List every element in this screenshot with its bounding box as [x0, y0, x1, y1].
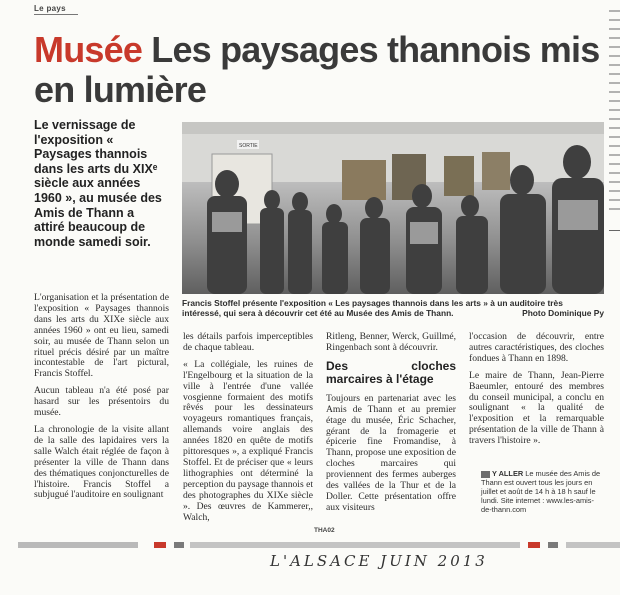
- info-label: Y ALLER: [492, 469, 524, 478]
- exhibition-photo: [182, 122, 604, 294]
- paragraph: Toujours en partenariat avec les Amis de Thann et au premier étage du musée, Éric Schacher, gérant de la fromagerie et épicerie fine Fromandise, à Thann, propose une exposition de cloches marcaires qui proviennent des fermes auberges des vallées de la Thur et de la Doller. Cette présentation offre aux visiteurs: [326, 392, 456, 513]
- quote-paragraph: « La collégiale, les ruines de l'Engelbourg et la situation de la ville à l'entrée d'une vallée vosgienne formaient des motifs rêvés pour les dessinateurs voyageurs romantiques français, allemands voire anglais des années 1820 en quête de motifs pittoresques », a expliqué Francis Stoffel. Et de préciser que « leurs lithographies ont déterminé la perception du paysage thannois et des photographes du XIXe siècle ». Des œuvres de Kammerer,, Walch,: [183, 358, 314, 523]
- caption-text: Francis Stoffel présente l'exposition « Les paysages thannois dans les arts » à un auditoire très intéressé, qui sera à découvrir cet été au Musée des Amis de Thann.: [182, 298, 563, 318]
- paragraph: l'occasion de découvrir, entre autres caractéristiques, des cloches fondues à Thann en 1898.: [469, 331, 604, 364]
- section-underline: [34, 14, 78, 15]
- strip-segment: [18, 542, 138, 548]
- paragraph: les détails parfois imperceptibles de chaque tableau.: [183, 331, 313, 353]
- adjacent-article-edge: [609, 10, 620, 530]
- info-square-icon: [481, 471, 490, 478]
- page-folio: THA02: [314, 527, 335, 534]
- strip-segment: [548, 542, 558, 548]
- column-divider: [609, 230, 620, 231]
- paragraph: Aucun tableau n'a été posé par hasard sur les présentoirs du musée.: [34, 385, 169, 419]
- strip-segment: [528, 542, 540, 548]
- exit-sign-text: SORTIE: [239, 143, 258, 149]
- photo-illustration: [182, 122, 604, 294]
- strip-segment: [566, 542, 620, 548]
- paragraph: Ritleng, Benner, Werck, Guillmé, Ringenbach sont à découvrir.: [326, 331, 456, 353]
- info-text: Le musée des Amis de Thann est ouvert tous les jours en juillet et août de 14 h à 18 h sauf le lundi. Site internet : www.les-amis-de-thann.com: [481, 469, 601, 514]
- section-label: Le pays: [34, 4, 66, 13]
- article-column-2: [183, 332, 313, 529]
- strip-segment: [174, 542, 184, 548]
- practical-info-box: [481, 469, 604, 514]
- strip-segment: [154, 542, 166, 548]
- headline-text: Les paysages thannois mis en lumière: [34, 29, 600, 110]
- article-column-1: [34, 293, 169, 507]
- subheading: Des cloches marcaires à l'étage: [326, 358, 456, 386]
- lead-paragraph: Le vernissage de l'exposition « Paysages thannois dans les arts du XIXᵉ siècle aux années 1960 », au musée des Amis de Thann a attiré beaucoup de monde samedi soir.: [34, 118, 162, 249]
- strip-segment: [190, 542, 520, 548]
- paragraph: L'organisation et la présentation de l'exposition « Paysages thannois dans les arts du XIXe siècle aux années 1960 » ont eu lieu, samedi soir, au musée de Thann selon un rituel précis désiré par un maître incontestable de l'art pictural, Francis Stoffel.: [34, 292, 169, 380]
- headline-keyword: Musée: [34, 29, 143, 70]
- article-column-3: [326, 332, 456, 520]
- handwritten-note: L'ALSACE JUIN 2013: [270, 552, 488, 570]
- photo-credit: Photo Dominique Py: [522, 308, 604, 318]
- article-column-4: [469, 332, 604, 453]
- paragraph: Le maire de Thann, Jean-Pierre Baeumler, entouré des membres du conseil municipal, a conclu en soulignant « la qualité de l'exposition et la remarquable présentation de la ville de Thann à travers l'histoire ».: [469, 369, 604, 447]
- paragraph: La chronologie de la visite allant de la salle des lapidaires vers la salle Walch était réglée de façon à présenter la ville de Thann dans des thématiques conjoncturelles de l'histoire. Francis Stoffel a subjugué l'auditoire en soulignant: [34, 423, 169, 501]
- headline: [34, 30, 604, 110]
- decorative-strip: [18, 542, 620, 548]
- photo-caption: [182, 298, 604, 318]
